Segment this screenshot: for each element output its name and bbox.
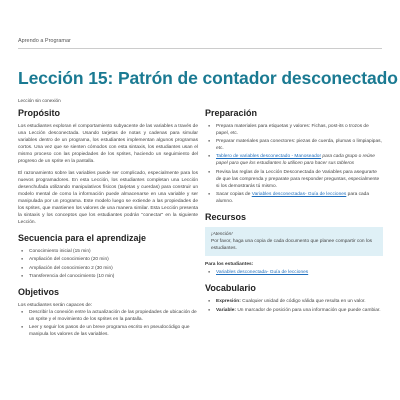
purpose-paragraph-2: El razonamiento sobre las variables puede ser complicado, especialmente para los nuevos programadores. En esta Lección, los estudiantes completan una Lección desenchufada utilizando manipulativos físicos (tarjetas y cuerdas) para construir un modelo mental de como la información puede almacenarse en una variable y ser manipulada por un programa. Este modelo luego se extiende a las propiedades de los sprites, que mantienen los valores de una manera similar. Esta Lección presenta la sintaxis y los conceptos que los estudiantes podrán "conectar" en la siguiente Lección.	[18, 170, 198, 226]
sequence-list	[18, 248, 198, 279]
vocab-heading: Vocabulario	[205, 283, 256, 294]
list-item	[205, 298, 383, 305]
header-divider	[18, 48, 382, 49]
callout-body: Por favor, haga una copia de cada documento que planee compartir con los estudiantes.	[211, 239, 373, 252]
purpose-heading: Propósito	[18, 108, 60, 118]
sequence-heading: Secuencia para el aprendizaje	[18, 233, 147, 244]
resources-heading: Recursos	[205, 212, 247, 223]
list-item	[205, 153, 383, 167]
objectives-heading: Objetivos	[18, 286, 60, 297]
list-item: ● Ampliación del conocimiento (20 min)	[18, 256, 198, 263]
list-item: ● Leer y seguir los pasos de un breve programa escrito en pseudocódigo que manipula los valores de las variables.	[18, 324, 198, 338]
prep-list	[205, 123, 383, 205]
vocab-section	[205, 283, 383, 313]
list-item: ● Describir la conexión entre la actualización de las propiedades de ubicación de un sprite y el movimiento de los sprites en la pantalla.	[18, 309, 198, 323]
list-item	[205, 307, 383, 314]
list-item: ● Revisa las reglas de la Lección Desconectada de Variables para asegurarte de que las comprenda y preparate para responder preguntas, especialmente si los demostrarás tú mismo.	[205, 169, 383, 190]
prep-heading: Preparación	[205, 108, 258, 118]
list-item: ● Conocimiento inicial (15 min)	[18, 248, 198, 255]
students-resource-list	[205, 269, 383, 276]
list-item: ● Transferencia del conocimiento (10 min)	[18, 273, 198, 280]
page-title: Lección 15: Patrón de contador desconectado	[18, 68, 398, 88]
list-item: ● Preparar materiales para conectores: piezas de cuerda, plumas o limpiapipas, etc.	[205, 138, 383, 152]
objectives-intro: Los estudiantes serán capaces de:	[18, 302, 93, 308]
right-column	[205, 108, 383, 315]
list-item: ● Prepara materiales para etiquetas y valores: Fichas, post-its o trozos de papel, etc.	[205, 123, 383, 137]
students-label: Para los estudiantes:	[205, 262, 254, 268]
callout-title: ¡Atención!	[211, 232, 233, 238]
purpose-paragraph-1: Los estudiantes exploran el comportamiento subyacente de las variables a través de una Lección desconectada. Usando tarjetas de notas y cadenas para simular variables dentro de un programa, los estudiantes implementan algunos programas cortos. Una vez que se sienten cómodos con esta sintaxis, los estudiantes usan el mismo proceso con las propiedades de los sprites, haciendo un seguimiento del progreso de un sprite en la pantalla.	[18, 124, 198, 165]
prep-item-5-suffix: para cada alumno.	[216, 191, 369, 204]
vocab-def-expression: Cualquier unidad de código válida que resulta en un valor.	[240, 299, 366, 305]
resources-section	[205, 212, 383, 276]
lesson-guide-link[interactable]: Variables desconectadas- Guía de lecciones	[251, 191, 347, 197]
header-label: Aprendo a Programar	[18, 38, 71, 44]
prep-item-3-text: para cada grupo o reúne papel para que los estudiantes lo utilicen para hacer sus tableros	[216, 154, 375, 167]
list-item	[205, 191, 383, 205]
lesson-type-label: Lección sin conexión	[18, 98, 61, 103]
vocab-term-variable: Variable:	[216, 307, 236, 313]
list-item: ● Ampliación del conocimiento 2 (30 min)	[18, 265, 198, 272]
vocab-list	[205, 298, 383, 313]
students-guide-link[interactable]: Variables desconectada- Guía de lecciones	[216, 270, 309, 276]
sequence-section	[18, 233, 198, 279]
left-column	[18, 108, 198, 339]
variables-board-link[interactable]: Tablero de variables desconectado - Manoseador	[216, 154, 322, 160]
attention-callout	[205, 227, 383, 256]
objectives-list	[18, 309, 198, 338]
vocab-term-expression: Expresión:	[216, 299, 241, 305]
vocab-def-variable: Un marcador de posición para una información que puede cambiar.	[236, 307, 381, 313]
list-item	[205, 269, 383, 276]
prep-item-5-prefix: Sacar copias de	[216, 191, 252, 197]
objectives-section	[18, 287, 198, 338]
